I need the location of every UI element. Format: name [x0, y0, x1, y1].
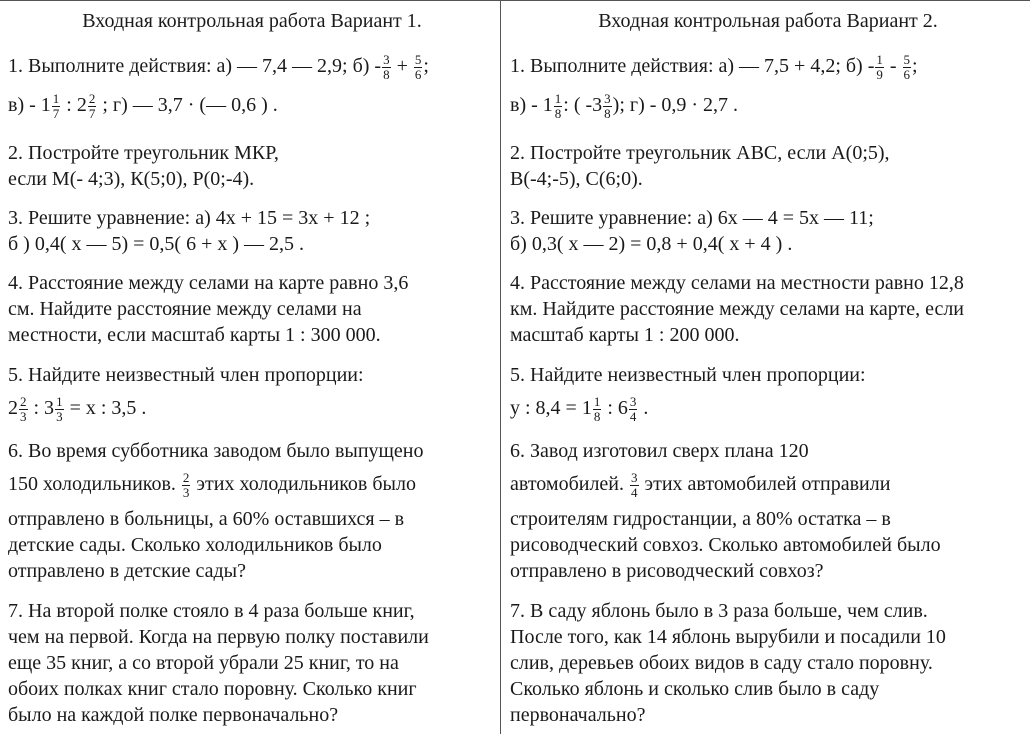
fraction: $\frac{2}{7}$	[88, 91, 96, 121]
v1-task3-line2: б ) 0,4( х — 5) = 0,5( 6 + х ) — 2,5 .	[8, 233, 305, 255]
v2-task4-line1: 4. Расстояние между селами на местности равно 12,8	[510, 272, 964, 294]
v1-task5-line2: 2 $\frac{2}{3}$ : 3 $\frac{1}{3}$ = х : 3,5 .	[8, 394, 147, 424]
fraction: $\frac{1}{8}$	[593, 394, 601, 424]
fraction: $\frac{1}{8}$	[554, 91, 562, 121]
v1-task7-line4: обоих полках книг стало поровну. Сколько книг	[8, 678, 417, 700]
v2-task3-line2: б) 0,3( х — 2) = 0,8 + 0,4( х + 4 ) .	[510, 233, 793, 255]
v2-task5-line2: у : 8,4 = 1 $\frac{1}{8}$ : 6 $\frac{3}{4}$ .	[510, 394, 649, 424]
fraction: $\frac{5}{6}$	[903, 52, 911, 82]
v2-task6-line1: 6. Завод изготовил сверх плана 120	[510, 440, 809, 462]
v2-task2-line2: В(-4;-5), С(6;0).	[510, 168, 643, 190]
fraction: $\frac{3}{4}$	[629, 394, 637, 424]
v1-task6-line5: отправлено в детские сады?	[8, 560, 246, 582]
v2-task5-line1: 5. Найдите неизвестный член пропорции:	[510, 364, 866, 386]
column-divider	[500, 1, 501, 734]
v1-task5-line1: 5. Найдите неизвестный член пропорции:	[8, 364, 364, 386]
v2-task4-line3: масштаб карты 1 : 200 000.	[510, 324, 740, 346]
v1-task7-line2: чем на первой. Когда на первую полку поставили	[8, 626, 429, 648]
variant-1-title: Входная контрольная работа Вариант 1.	[82, 10, 422, 32]
variant-2-title: Входная контрольная работа Вариант 2.	[598, 10, 938, 32]
v1-task4-line1: 4. Расстояние между селами на карте равно 3,6	[8, 272, 409, 294]
fraction: $\frac{1}{3}$	[56, 394, 63, 424]
v1-task7-line5: было на каждой полке первоначально?	[8, 704, 339, 726]
v1-task4-line3: местности, если масштаб карты 1 : 300 000.	[8, 324, 381, 346]
v2-task2-line1: 2. Постройте треугольник АВС, если А(0;5),	[510, 142, 890, 164]
fraction: $\frac{1}{7}$	[52, 91, 60, 121]
v1-task1-line2: в) - 1 $\frac{1}{7}$ : 2 $\frac{2}{7}$ ; г) — 3,7 · (— 0,6 ) .	[8, 91, 278, 121]
v1-task6-line2: 150 холодильников. $\frac{2}{3}$ этих холодильников было	[8, 470, 416, 500]
v2-task1-line1: 1. Выполните действия: а) — 7,5 + 4,2; б) - $\frac{1}{9}$ - $\frac{5}{6}$ ;	[510, 52, 918, 82]
v1-task2-line1: 2. Постройте треугольник МКР,	[8, 142, 279, 164]
v1-task7-line1: 7. На второй полке стояло в 4 раза больше книг,	[8, 600, 415, 622]
v1-task6-line1: 6. Во время субботника заводом было выпущено	[8, 440, 424, 462]
v2-task7-line5: первоначально?	[510, 704, 646, 726]
fraction: $\frac{2}{3}$	[182, 470, 190, 500]
fraction: $\frac{5}{6}$	[414, 52, 422, 82]
v1-task6-line3: отправлено в больницы, а 60% оставшихся – в	[8, 508, 405, 530]
v2-task1-line2: в) - 1 $\frac{1}{8}$ : ( -3 $\frac{3}{8}$ ); г) - 0,9 · 2,7 .	[510, 91, 739, 121]
v2-task7-line2: После того, как 14 яблонь вырубили и посадили 10	[510, 626, 946, 648]
fraction: $\frac{1}{9}$	[876, 52, 883, 82]
v1-task4-line2: см. Найдите расстояние между селами на	[8, 298, 362, 320]
v2-task6-line4: рисоводческий совхоз. Сколько автомобилей было	[510, 534, 941, 556]
fraction: $\frac{2}{3}$	[20, 394, 27, 424]
v1-task7-line3: еще 35 книг, а со второй убрали 25 книг, то на	[8, 652, 399, 674]
v2-task6-line3: строителям гидростанции, а 80% остатка – в	[510, 508, 891, 530]
fraction: $\frac{3}{8}$	[383, 52, 390, 82]
v2-task7-line3: слив, деревьев обоих видов в саду стало поровну.	[510, 652, 933, 674]
v2-task4-line2: км. Найдите расстояние между селами на карте, если	[510, 298, 965, 320]
v1-task6-line4: детские сады. Сколько холодильников было	[8, 534, 382, 556]
v2-task7-line4: Сколько яблонь и сколько слив было в саду	[510, 678, 880, 700]
v1-task3-line1: 3. Решите уравнение: а) 4х + 15 = 3х + 12 ;	[8, 207, 371, 229]
v2-task6-line2: автомобилей. $\frac{3}{4}$ этих автомобилей отправили	[510, 470, 891, 500]
fraction: $\frac{3}{8}$	[604, 91, 611, 121]
v2-task7-line1: 7. В саду яблонь было в 3 раза больше, чем слив.	[510, 600, 928, 622]
v2-task6-line5: отправлено в рисоводческий совхоз?	[510, 560, 824, 582]
v1-task1-line1: 1. Выполните действия: а) — 7,4 — 2,9; б) - $\frac{3}{8}$ + $\frac{5}{6}$ ;	[8, 52, 429, 82]
v2-task3-line1: 3. Решите уравнение: а) 6х — 4 = 5х — 11;	[510, 207, 874, 229]
v1-task2-line2: если М(- 4;3), К(5;0), Р(0;-4).	[8, 168, 255, 190]
fraction: $\frac{3}{4}$	[631, 470, 638, 500]
